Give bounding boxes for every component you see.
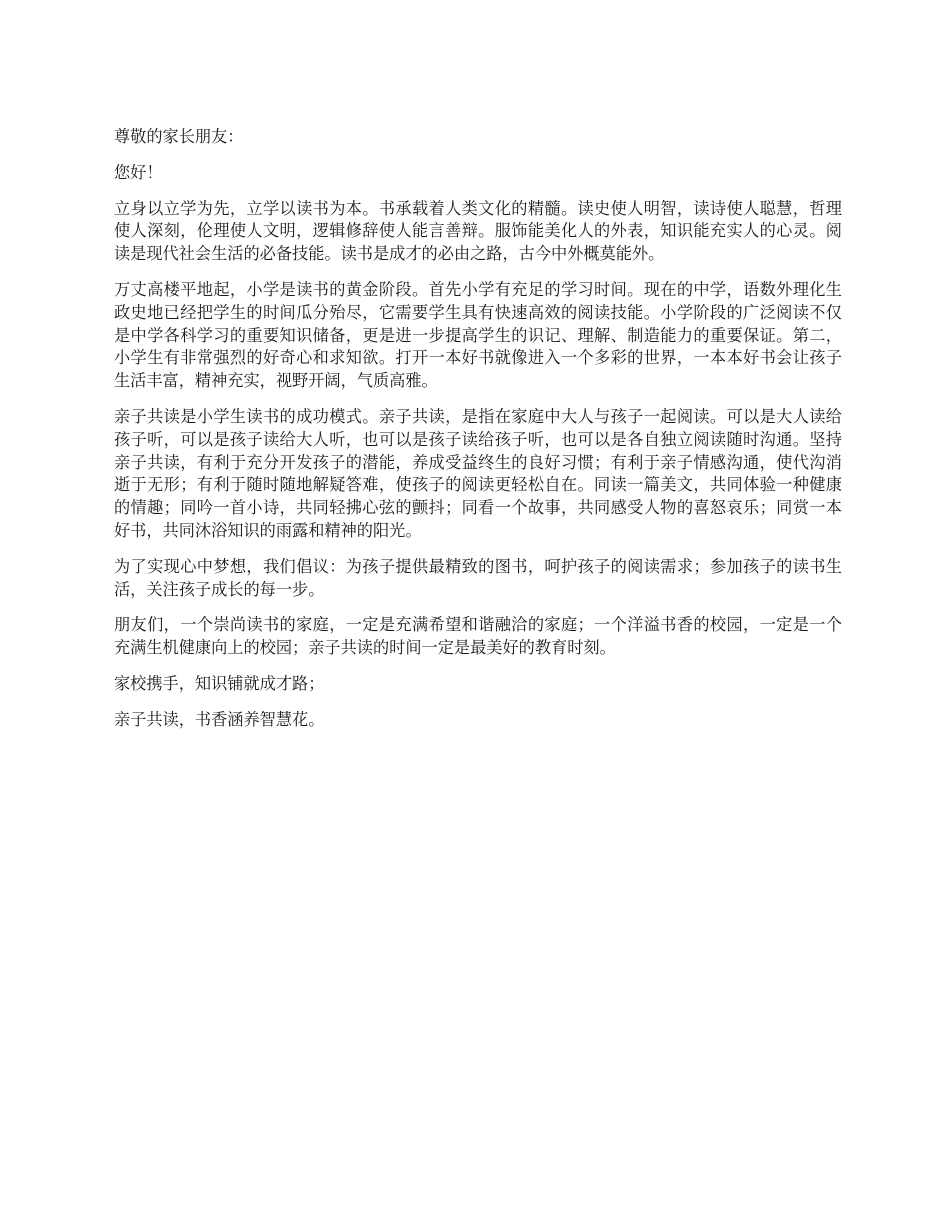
salutation: 尊敬的家长朋友： [114, 127, 244, 146]
closing-line: 家校携手，知识铺就成才路； [114, 673, 325, 693]
greeting: 您好！ [114, 162, 163, 182]
paragraph-primary-school: 万丈高楼平地起，小学是读书的黄金阶段。首先小学有充足的学习时间。现在的中学，语数外理化生政史地已经把学生的时间瓜分殆尽，它需要学生具有快速高效的阅读技能。小学阶段的广泛阅读不仅是中学各科学习的重要知识储备，更是进一步提高学生的识记、理解、制造能力的重要保证。第二，小学生有非常强烈的好奇心和求知欲。打开一本好书就像进入一个多彩的世界，一本本好书会让孩子生活丰富，精神充实，视野开阔，气质高雅。 [114, 279, 842, 391]
paragraph-proposal: 为了实现心中梦想，我们倡议：为孩子提供最精致的图书，呵护孩子的阅读需求；参加孩子的读书生活，关注孩子成长的每一步。 [114, 556, 842, 599]
paragraph-parent-child-reading: 亲子共读是小学生读书的成功模式。亲子共读，是指在家庭中大人与孩子一起阅读。可以是大人读给孩子听，可以是孩子读给大人听，也可以是孩子读给孩子听，也可以是各自独立阅读随时沟通。坚持亲子共读，有利于充分开发孩子的潜能，养成受益终生的良好习惯；有利于亲子情感沟通，使代沟消逝于无形；有利于随时随地解疑答难，使孩子的阅读更轻松自在。同读一篇美文，共同体验一种健康的情趣；同吟一首小诗，共同轻拂心弦的颤抖；同看一个故事，共同感受人物的喜怒哀乐；同赏一本好书，共同沐浴知识的雨露和精神的阳光。 [114, 406, 842, 540]
paragraph-friends: 朋友们，一个崇尚读书的家庭，一定是充满希望和谐融洽的家庭；一个洋溢书香的校园，一定是一个充满生机健康向上的校园；亲子共读的时间一定是最美好的教育时刻。 [114, 615, 842, 658]
paragraph-intro: 立身以立学为先，立学以读书为本。书承载着人类文化的精髓。读史使人明智，读诗使人聪慧，哲理使人深刻，伦理使人文明，逻辑修辞使人能言善辩。服饰能美化人的外表，知识能充实人的心灵。阅读是现代社会生活的必备技能。读书是成才的必由之路，古今中外概莫能外。 [114, 198, 842, 264]
closing-line: 亲子共读，书香涵养智慧花。 [114, 709, 325, 729]
letter-body [114, 126, 842, 745]
